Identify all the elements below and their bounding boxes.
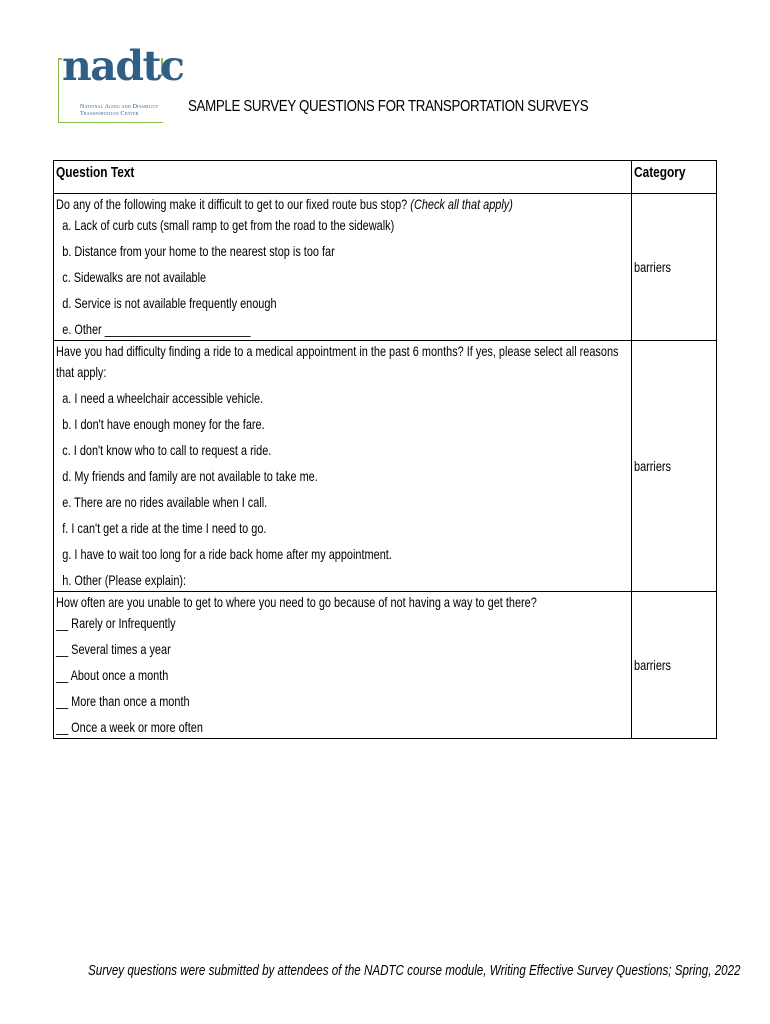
question-cell bbox=[54, 592, 632, 739]
page-title: SAMPLE SURVEY QUESTIONS FOR TRANSPORTATION SURVEYS bbox=[188, 98, 589, 115]
question-cell bbox=[54, 341, 632, 592]
category-cell bbox=[632, 194, 717, 341]
table-row bbox=[54, 194, 717, 341]
question-note: (Check all that apply) bbox=[410, 196, 513, 212]
logo-subtitle-line1: National Aging and Disability bbox=[80, 104, 159, 110]
survey-table bbox=[53, 160, 717, 739]
table-row bbox=[54, 341, 717, 592]
answer-option: h. Other (Please explain): bbox=[62, 572, 187, 588]
table-header-row bbox=[54, 161, 717, 194]
table-row bbox=[54, 592, 717, 739]
answer-option: __ More than once a month bbox=[56, 693, 190, 709]
nadtc-logo bbox=[58, 42, 184, 128]
question-text bbox=[56, 194, 513, 214]
answer-option: a. Lack of curb cuts (small ramp to get from the road to the sidewalk) bbox=[62, 217, 395, 233]
header-category-label: Category bbox=[634, 165, 686, 181]
logo-subtitle-line2: Transportation Center bbox=[80, 111, 139, 117]
category-value: barriers bbox=[634, 259, 672, 275]
answer-option: e. There are no rides available when I call. bbox=[62, 494, 268, 510]
answer-option: b. Distance from your home to the nearest stop is too far bbox=[62, 243, 335, 259]
category-value: barriers bbox=[634, 657, 672, 673]
question-text: How often are you unable to get to where you need to go because of not having a way to get there? bbox=[56, 594, 537, 610]
answer-option: g. I have to wait too long for a ride back home after my appointment. bbox=[62, 546, 392, 562]
question-stem: Do any of the following make it difficult to get to our fixed route bus stop? bbox=[56, 196, 408, 212]
answer-option: f. I can't get a ride at the time I need to go. bbox=[62, 520, 267, 536]
answer-option: c. I don't know who to call to request a ride. bbox=[62, 442, 272, 458]
header-question-label: Question Text bbox=[56, 165, 135, 181]
answer-option: __ Once a week or more often bbox=[56, 719, 203, 735]
question-text: Have you had difficulty finding a ride to a medical appointment in the past 6 months? If yes, please select all reasons bbox=[56, 343, 619, 359]
footer-note: Survey questions were submitted by attendees of the NADTC course module, Writing Effective Survey Questions; Spring, 2022 bbox=[88, 963, 741, 979]
category-cell bbox=[632, 341, 717, 592]
logo-subtitle bbox=[80, 104, 170, 118]
header-category bbox=[632, 161, 717, 194]
header-question-text bbox=[54, 161, 632, 194]
answer-option: __ Several times a year bbox=[56, 641, 171, 657]
question-cell bbox=[54, 194, 632, 341]
answer-option: __ Rarely or Infrequently bbox=[56, 615, 176, 631]
answer-option: a. I need a wheelchair accessible vehicle. bbox=[62, 390, 264, 406]
logo-wordmark: nadtc bbox=[62, 42, 184, 90]
answer-option: d. Service is not available frequently enough bbox=[62, 295, 277, 311]
answer-option: c. Sidewalks are not available bbox=[62, 269, 207, 285]
answer-option: __ About once a month bbox=[56, 667, 169, 683]
answer-option: e. Other ________________________ bbox=[62, 321, 251, 337]
answer-option: d. My friends and family are not available to take me. bbox=[62, 468, 318, 484]
question-text-continued: that apply: bbox=[56, 364, 107, 380]
category-value: barriers bbox=[634, 458, 672, 474]
answer-option: b. I don't have enough money for the fare. bbox=[62, 416, 265, 432]
category-cell bbox=[632, 592, 717, 739]
